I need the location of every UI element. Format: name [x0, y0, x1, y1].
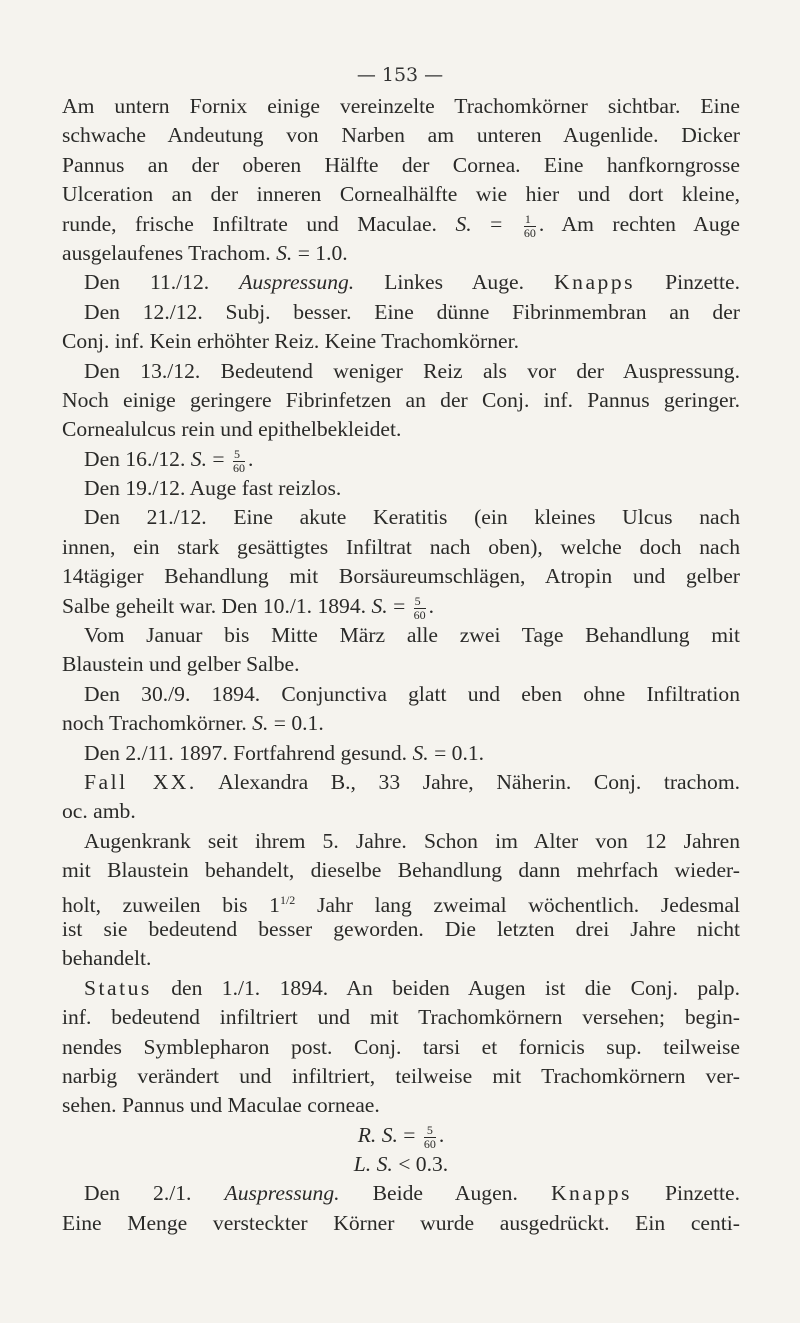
- text-span: Den 2./1.: [84, 1181, 192, 1206]
- text-line: [62, 239, 740, 268]
- text-line: Den 19./12. Auge fast reizlos.: [84, 476, 342, 501]
- text-line: Den 30./9. 1894. Conjunctiva glatt und eben ohne Infiltration: [84, 681, 740, 706]
- text-span: = 0.1.: [434, 740, 485, 765]
- fraction-numerator: 5: [414, 595, 426, 609]
- left-eye-label: L. S.: [353, 1152, 393, 1177]
- fraction: [233, 448, 245, 475]
- text-span: Pinzette.: [665, 1181, 740, 1206]
- symbol-s: S.: [455, 211, 472, 236]
- text-span: Am rechten Auge: [561, 211, 741, 236]
- text-line: Vom Januar bis Mitte März alle zwei Tage Behandlung mit: [84, 623, 740, 648]
- fraction-denominator: 60: [232, 460, 245, 475]
- text-span: Den 2./11. 1897. Fortfahrend gesund.: [84, 740, 408, 765]
- text-span: noch Trachomkörner.: [62, 711, 247, 736]
- text-line: Noch einige geringere Fibrinfetzen an der Conj. inf. Pannus geringer.: [62, 387, 740, 412]
- text-span: Jahr lang zweimal wöchentlich. Jedesmal: [295, 892, 741, 917]
- page-number: — 153 —: [356, 64, 444, 86]
- fraction-denominator: 60: [423, 1136, 436, 1151]
- text-line: Den 12./12. Subj. besser. Eine dünne Fibrinmembran an der: [84, 299, 740, 324]
- text-line: behandelt.: [62, 946, 152, 971]
- text-line: sehen. Pannus und Maculae corneae.: [62, 1093, 380, 1118]
- text-line: Augenkrank seit ihrem 5. Jahre. Schon im Alter von 12 Jahren: [84, 828, 740, 853]
- text-line: innen, ein stark gesättigtes Infiltrat nach oben), welche doch nach: [62, 534, 740, 559]
- text-span: Alexandra B., 33 Jahre, Näherin. Conj. trachom.: [218, 769, 741, 794]
- fraction: [524, 213, 536, 240]
- text-line: mit Blaustein behandelt, dieselbe Behandlung dann mehrfach wieder-: [62, 858, 740, 883]
- text-line: [62, 1179, 740, 1208]
- text-line: [62, 1150, 740, 1179]
- text-line: [62, 768, 740, 797]
- symbol-s: S.: [252, 711, 269, 736]
- text-line: Salbe geheilt war. Den 10./1. 1894. S. = $\frac{5}{60}$ .: [62, 593, 435, 622]
- text-line: 14tägiger Behandlung mit Borsäureumschlägen, Atropin und gelber: [62, 564, 740, 589]
- body-text: [62, 92, 740, 1238]
- fraction-denominator: 60: [413, 607, 426, 622]
- equals-sign: =: [212, 446, 225, 471]
- equals-sign: =: [490, 211, 503, 236]
- half-fraction: 1/2: [279, 892, 296, 907]
- text-line: Den 13./12. Bedeutend weniger Reiz als vor der Auspressung.: [84, 358, 740, 383]
- text-span: Linkes Auge.: [384, 270, 525, 295]
- text-span: Den 16./12.: [84, 446, 186, 471]
- text-line: [62, 709, 740, 738]
- equals-sign: =: [393, 593, 406, 618]
- text-span: Beide Augen.: [372, 1181, 518, 1206]
- equals-sign: =: [403, 1122, 416, 1147]
- fraction-denominator: 60: [523, 225, 536, 240]
- text-line: [62, 886, 740, 915]
- text-line: oc. amb.: [62, 799, 136, 824]
- text-line: inf. bedeutend infiltriert und mit Trachomkörnern versehen; begin-: [62, 1005, 740, 1030]
- text-line: Am untern Fornix einige vereinzelte Trachomkörner sichtbar. Eine: [62, 94, 740, 118]
- text-line: Ulceration an der inneren Cornealhälfte wie hier und dort kleine,: [62, 182, 740, 207]
- text-line: Cornealulcus rein und epithelbekleidet.: [62, 417, 402, 442]
- symbol-s: S.: [190, 446, 207, 471]
- text-span: holt, zuweilen bis 1: [62, 892, 280, 917]
- text-line: Conj. inf. Kein erhöhter Reiz. Keine Trachomkörner.: [62, 329, 519, 354]
- text-line: Eine Menge versteckter Körner wurde ausgedrückt. Ein centi-: [62, 1210, 740, 1235]
- text-line: schwache Andeutung von Narben am unteren Augenlide. Dicker: [62, 123, 740, 148]
- fraction-numerator: 5: [424, 1124, 436, 1138]
- text-span: den 1./1. 1894. An beiden Augen ist die Conj. palp.: [171, 975, 740, 1000]
- symbol-s: S.: [371, 593, 388, 618]
- fraction-numerator: 5: [233, 448, 245, 462]
- text-span: = 1.0.: [297, 240, 348, 265]
- text-span: Pinzette.: [665, 270, 741, 295]
- text-line: Pannus an der oberen Hälfte der Cornea. Eine hanfkorngrosse: [62, 152, 740, 177]
- fraction-numerator: 1: [524, 213, 536, 227]
- text-line: R. S. = $\frac{5}{60}$ .: [357, 1122, 445, 1151]
- text-line: ist sie bedeutend besser geworden. Die letzten drei Jahre nicht: [62, 916, 740, 941]
- right-eye-label: R. S.: [357, 1122, 398, 1147]
- text-line: Den 16./12. S. = $\frac{5}{60}$ .: [84, 446, 254, 475]
- spaced-name: Knapps: [554, 270, 636, 295]
- text-span: Den 11./12.: [84, 270, 210, 295]
- text-span: = 0.1.: [273, 711, 324, 736]
- italic-term: Auspressung.: [239, 270, 355, 295]
- text-line: runde, frische Infiltrate und Maculae. S. = $\frac{1}{60}$ . Am rechten Auge: [62, 211, 741, 240]
- text-line: [62, 268, 740, 297]
- text-line: narbig verändert und infiltriert, teilweise mit Trachomkörnern ver-: [62, 1063, 740, 1088]
- symbol-s: S.: [276, 240, 293, 265]
- spaced-name: Knapps: [550, 1181, 632, 1206]
- fraction: [424, 1124, 436, 1151]
- text-line: nendes Symblepharon post. Conj. tarsi et fornicis sup. teilweise: [62, 1034, 740, 1059]
- text-span: runde, frische Infiltrate und Maculae.: [62, 211, 437, 236]
- text-line: [62, 974, 740, 1003]
- symbol-s: S.: [412, 740, 429, 765]
- italic-term: Auspressung.: [224, 1181, 340, 1206]
- fraction: [414, 595, 426, 622]
- text-span: Salbe geheilt war. Den 10./1. 1894.: [62, 593, 367, 618]
- text-span: ausgelaufenes Trachom.: [62, 240, 271, 265]
- text-line: Blaustein und gelber Salbe.: [62, 652, 300, 677]
- text-line: Den 21./12. Eine akute Keratitis (ein kleines Ulcus nach: [84, 505, 740, 530]
- text-line: [62, 739, 740, 768]
- status-heading: Status: [84, 975, 152, 1000]
- case-heading: Fall XX.: [84, 769, 197, 794]
- text-span: < 0.3.: [398, 1152, 449, 1177]
